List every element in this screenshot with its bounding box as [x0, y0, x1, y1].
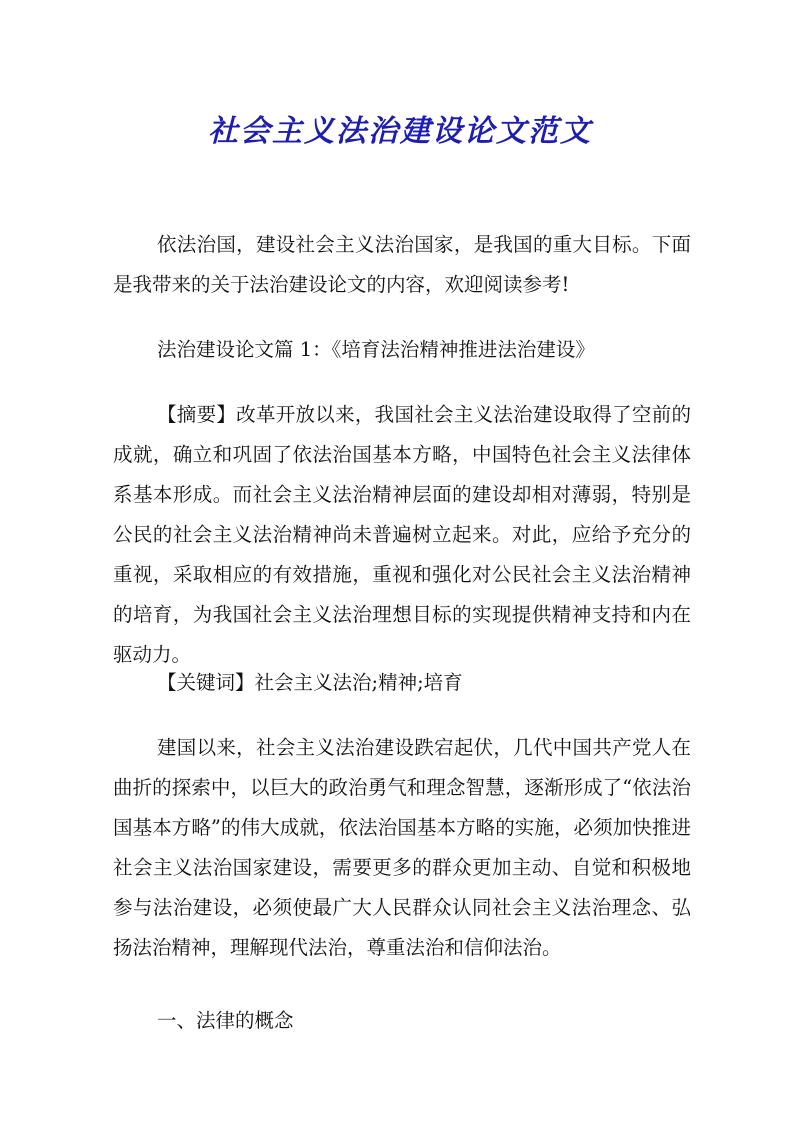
intro-paragraph: 依法治国，建设社会主义法治国家，是我国的重大目标。下面是我带来的关于法治建设论文的内容，欢迎阅读参考!: [113, 233, 691, 296]
keywords-line: 【关键词】社会主义法治;精神;培育: [157, 671, 463, 694]
abstract-paragraph: 【摘要】改革开放以来，我国社会主义法治建设取得了空前的成就，确立和巩固了依法治国基本方略，中国特色社会主义法律体系基本形成。而社会主义法治精神层面的建设却相对薄弱，特别是公民的社会主义法治精神尚未普遍树立起来。对此，应给予充分的重视，采取相应的有效措施，重视和强化对公民社会主义法治精神的培育，为我国社会主义法治理想目标的实现提供精神支持和内在驱动力。: [113, 403, 691, 666]
main-paragraph: 建国以来，社会主义法治建设跌宕起伏，几代中国共产党人在曲折的探索中，以巨大的政治勇气和理念智慧，逐渐形成了“依法治国基本方略”的伟大成就，依法治国基本方略的实施，必须加快推进社会主义法治国家建设，需要更多的群众更加主动、自觉和积极地参与法治建设，必须使最广大人民群众认同社会主义法治理念、弘扬法治精神，理解现代法治，尊重法治和信仰法治。: [113, 736, 691, 959]
section-heading: 一、法律的概念: [157, 1009, 294, 1032]
document-title: 社会主义法治建设论文范文: [208, 114, 592, 149]
article-heading: 法治建设论文篇 1：《培育法治精神推进法治建设》: [157, 338, 595, 361]
